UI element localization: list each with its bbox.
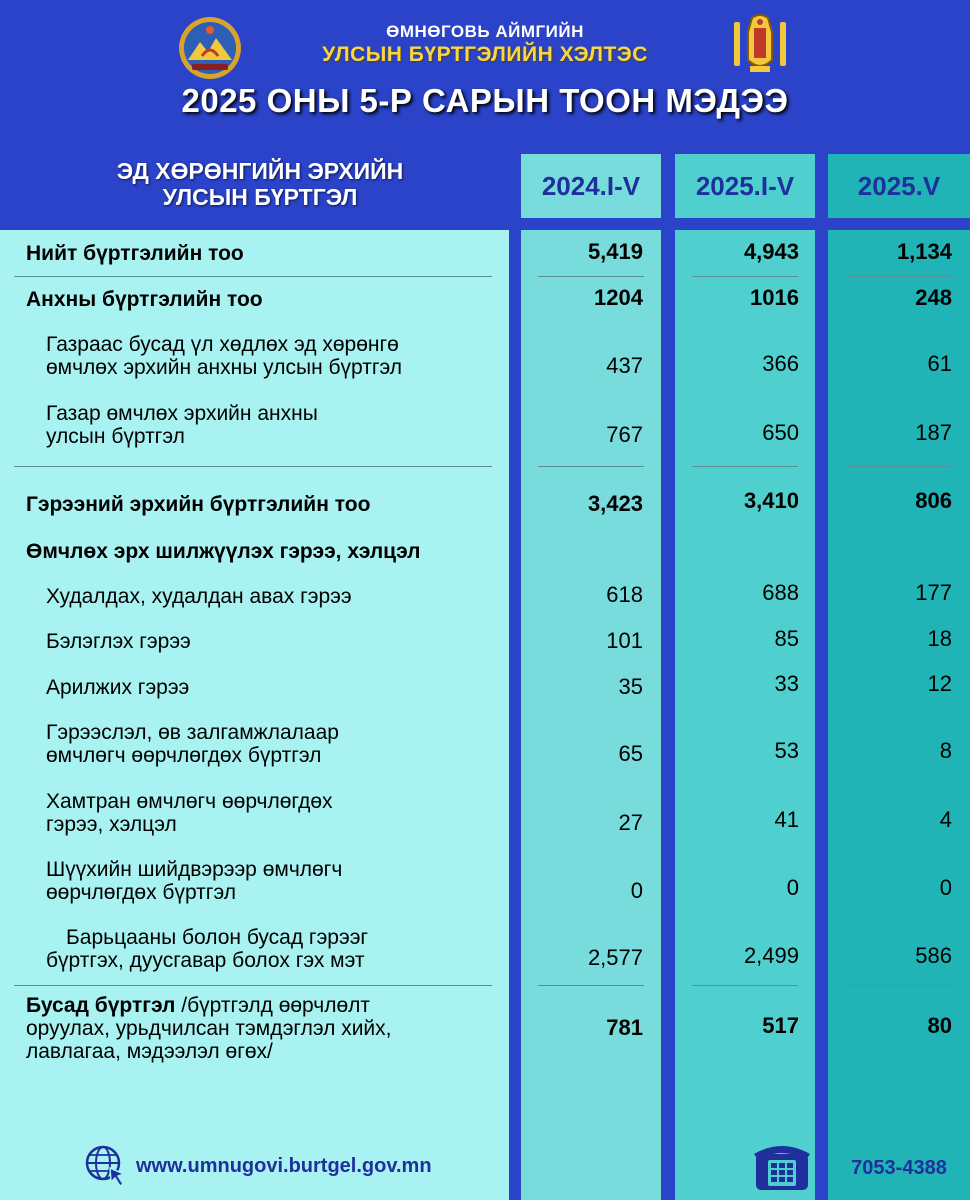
row-court-value-2024: 0	[630, 878, 643, 903]
column-header-2025-i-v: 2025.I-V	[675, 154, 815, 218]
divider	[14, 985, 492, 986]
row-contract-rights-label: Гэрээний эрхийн бүртгэлийн тоо	[26, 493, 371, 516]
row-gift-label: Бэлэглэх гэрээ	[46, 630, 191, 653]
row-total-value-2024: 5,419	[587, 239, 643, 264]
row-pledge-value-2025-v: 586	[915, 943, 952, 968]
row-other-value-2025: 517	[762, 1013, 799, 1038]
row-land-value-2025: 650	[762, 420, 799, 445]
row-non-land-property-label	[46, 333, 402, 379]
divider	[692, 276, 798, 277]
row-initial-value-2025: 1016	[750, 285, 799, 310]
row-non-land-value-2025: 366	[762, 351, 799, 376]
office-name-line: УЛСЫН БҮРТГЭЛИЙН ХЭЛТЭС	[322, 43, 648, 66]
row-contract-value-2024: 3,423	[587, 491, 643, 516]
row-ownership-transfer-heading: Өмчлөх эрх шилжүүлэх гэрээ, хэлцэл	[26, 540, 421, 563]
row-co-owner-value-2025: 41	[774, 807, 799, 832]
row-exchange-value-2025-v: 12	[927, 671, 952, 696]
row-non-land-value-2024: 437	[606, 353, 643, 378]
label-line: өөрчлөгдөх бүртгэл	[46, 881, 236, 904]
row-exchange-value-2025: 33	[774, 671, 799, 696]
label-line: өмчлөгч өөрчлөгдөх бүртгэл	[46, 744, 322, 767]
row-court-decision-label	[46, 858, 342, 904]
label-line: улсын бүртгэл	[46, 425, 185, 448]
divider	[538, 466, 644, 467]
phone-number[interactable]: 7053-4388	[851, 1157, 947, 1179]
label-line: бүртгэх, дуусгавар болох гэх мэт	[46, 949, 365, 972]
row-exchange-label: Арилжих гэрээ	[46, 676, 190, 699]
label-line: Гэрээслэл, өв залгамжлалаар	[46, 721, 339, 744]
divider	[692, 466, 798, 467]
divider	[14, 466, 492, 467]
divider	[845, 466, 951, 467]
row-gift-value-2025-v: 18	[927, 626, 952, 651]
row-pledge-label	[46, 926, 368, 972]
label-line: өмчлөх эрхийн анхны улсын бүртгэл	[46, 356, 403, 379]
row-initial-registrations-label: Анхны бүртгэлийн тоо	[26, 288, 263, 311]
other-registrations-bold: Бусад бүртгэл	[26, 994, 176, 1017]
office-province-line: ӨМНӨГОВЬ АЙМГИЙН	[386, 22, 584, 41]
divider	[14, 276, 492, 277]
other-registrations-rest: /бүртгэлд өөрчлөлт	[175, 994, 371, 1017]
row-contract-value-2025-v: 806	[915, 488, 952, 513]
row-other-value-2024: 781	[606, 1015, 643, 1040]
divider	[538, 985, 644, 986]
row-pledge-value-2025: 2,499	[743, 943, 799, 968]
label-line: Газраас бусад үл хөдлөх эд хөрөнгө	[46, 333, 399, 356]
row-court-value-2025-v: 0	[939, 875, 952, 900]
telephone-icon	[752, 1140, 812, 1192]
divider	[692, 985, 798, 986]
label-line: лавлагаа, мэдээлэл өгөх/	[26, 1040, 273, 1063]
row-pledge-value-2024: 2,577	[587, 945, 643, 970]
row-total-registrations-label: Нийт бүртгэлийн тоо	[26, 242, 244, 265]
row-initial-value-2024: 1204	[594, 285, 643, 310]
row-contract-value-2025: 3,410	[743, 488, 799, 513]
website-link[interactable]	[84, 1144, 432, 1188]
label-line: гэрээ, хэлцэл	[46, 813, 177, 836]
column-header-2024-i-v: 2024.I-V	[521, 154, 661, 218]
section-title-line2: УЛСЫН БҮРТГЭЛ	[162, 184, 358, 210]
row-gift-value-2024: 101	[606, 628, 643, 653]
row-sale-purchase-label: Худалдах, худалдан авах гэрээ	[46, 585, 352, 608]
row-other-value-2025-v: 80	[927, 1013, 952, 1038]
row-land-value-2024: 767	[606, 422, 643, 447]
row-gift-value-2025: 85	[774, 626, 799, 651]
globe-cursor-icon	[84, 1144, 128, 1188]
label-line: Газар өмчлөх эрхийн анхны	[46, 402, 318, 425]
column-header-2025-v: 2025.V	[828, 154, 970, 218]
row-initial-value-2025-v: 248	[915, 285, 952, 310]
row-land-value-2025-v: 187	[915, 420, 952, 445]
row-sale-value-2025-v: 177	[915, 580, 952, 605]
divider	[845, 276, 951, 277]
label-line: Шүүхийн шийдвэрээр өмчлөгч	[46, 858, 343, 881]
row-court-value-2025: 0	[786, 875, 799, 900]
label-line: Барьцааны болон бусад гэрээг	[66, 926, 369, 949]
row-total-value-2025: 4,943	[743, 239, 799, 264]
row-inheritance-value-2024: 65	[618, 741, 643, 766]
section-title-line1: ЭД ХӨРӨНГИЙН ЭРХИЙН	[116, 158, 404, 184]
row-inheritance-label	[46, 721, 339, 767]
row-co-owner-value-2024: 27	[618, 810, 643, 835]
row-inheritance-value-2025-v: 8	[939, 738, 952, 763]
website-url[interactable]: www.umnugovi.burtgel.gov.mn	[136, 1154, 432, 1177]
divider	[538, 276, 644, 277]
row-other-registrations-label	[26, 994, 392, 1063]
page-title: 2025 ОНЫ 5-Р САРЫН ТООН МЭДЭЭ	[181, 82, 789, 119]
row-non-land-value-2025-v: 61	[927, 351, 952, 376]
label-line	[26, 994, 392, 1017]
label-line: оруулах, урьдчилсан тэмдэглэл хийх,	[26, 1017, 392, 1040]
row-total-value-2025-v: 1,134	[896, 239, 952, 264]
umnugovi-emblem-icon	[178, 16, 242, 80]
row-inheritance-value-2025: 53	[774, 738, 799, 763]
row-land-ownership-label	[46, 402, 318, 448]
row-exchange-value-2024: 35	[618, 674, 643, 699]
label-line: Хамтран өмчлөгч өөрчлөгдөх	[46, 790, 333, 813]
row-co-owner-value-2025-v: 4	[939, 807, 952, 832]
section-title	[30, 158, 490, 210]
divider	[845, 985, 951, 986]
row-sale-value-2025: 688	[762, 580, 799, 605]
state-registration-emblem-icon	[730, 12, 790, 82]
row-co-owner-label	[46, 790, 333, 836]
row-sale-value-2024: 618	[606, 582, 643, 607]
